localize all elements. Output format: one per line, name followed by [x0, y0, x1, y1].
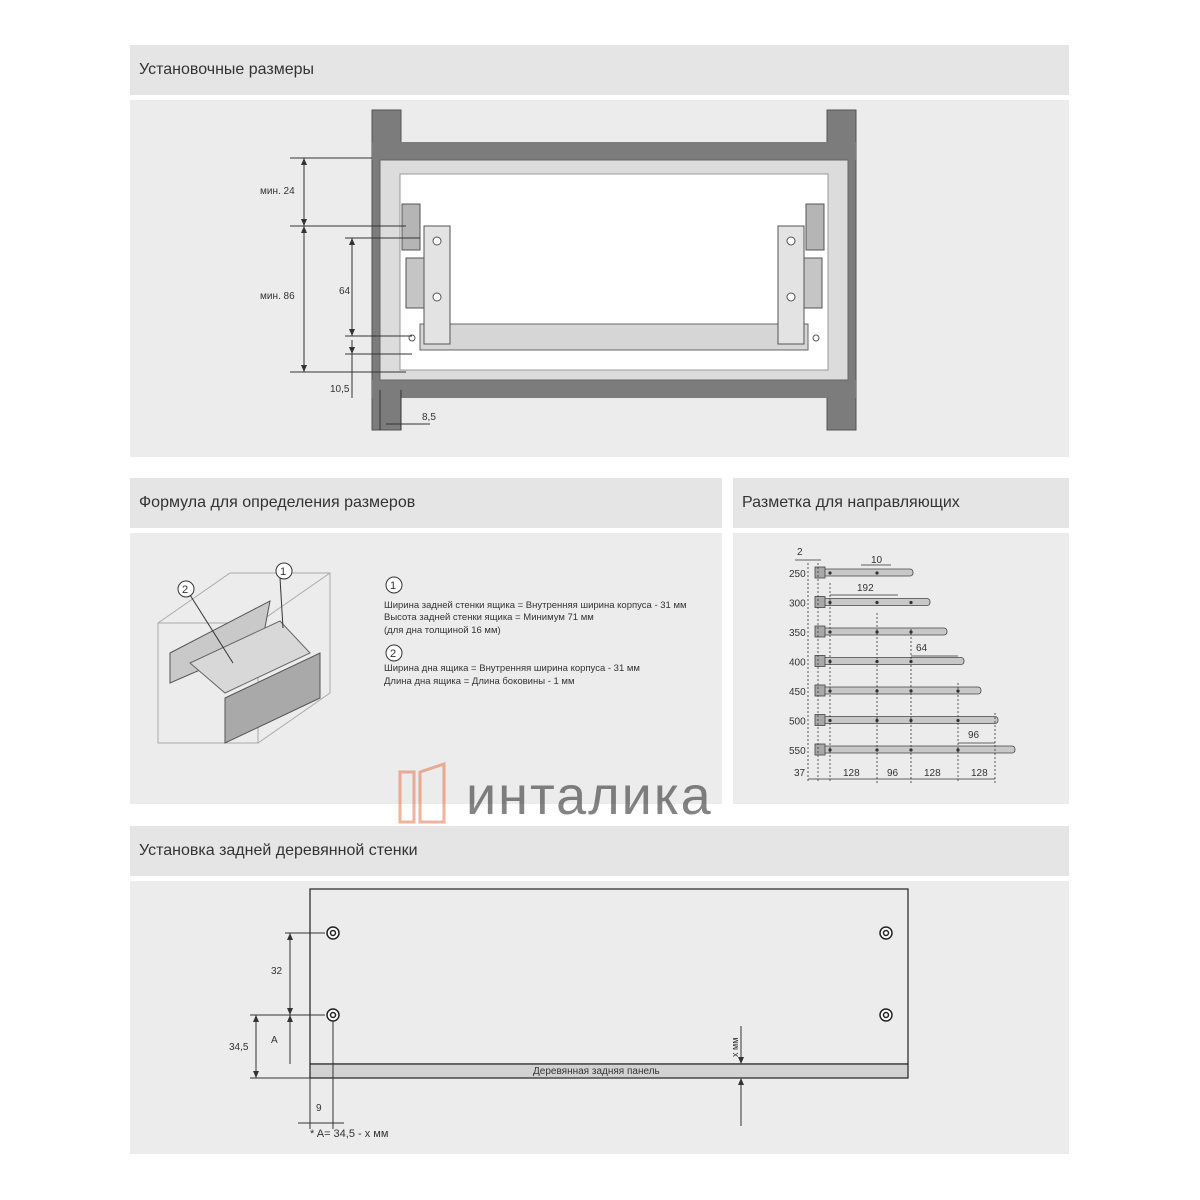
formula-marker-2-label: 2	[390, 648, 397, 660]
dim-9: 9	[316, 1103, 322, 1114]
intalika-logo-mark	[400, 764, 444, 822]
dim-min-86: мин. 86	[260, 291, 295, 302]
runner-row	[789, 744, 1015, 757]
runner-hole	[875, 601, 878, 604]
wooden-back-panel-label: Деревянная задняя панель	[533, 1066, 660, 1077]
dim-bottom-37: 37	[794, 768, 806, 779]
formula-line-5: Длина дна ящика = Длина боковины - 1 мм	[384, 676, 575, 687]
cabinet-top	[372, 142, 856, 160]
intalika-logo-text: инталика	[466, 766, 713, 826]
runner-hole	[875, 571, 878, 574]
formula-marker-1-label: 1	[390, 580, 397, 592]
runner-length-label: 500	[789, 716, 806, 728]
dim-34-5: 34,5	[229, 1042, 249, 1053]
dim-top-10: 10	[871, 555, 883, 566]
dim-64: 64	[339, 286, 351, 297]
runner-head	[815, 715, 825, 726]
runner-head	[815, 567, 825, 578]
runner-rows	[789, 567, 1015, 757]
section-title-mounting-dimensions	[130, 45, 1069, 95]
runner-bar	[818, 628, 947, 635]
formula-line-3: (для дна толщиной 16 мм)	[384, 625, 501, 636]
formula-line-2: Высота задней стенки ящика = Минимум 71 мм	[384, 612, 594, 623]
section-title-text: Разметка для направляющих	[742, 494, 960, 511]
dim-bottom-128-a: 128	[843, 768, 860, 779]
dim-64: 64	[916, 643, 928, 654]
marker-1-label: 1	[280, 566, 287, 578]
runner-head	[815, 744, 825, 755]
runner-row	[789, 567, 913, 580]
runner-bar	[818, 717, 998, 724]
runner-hole	[909, 601, 912, 604]
intalika-logo-watermark	[398, 762, 818, 826]
dim-bottom-96: 96	[887, 768, 899, 779]
marker-1-leader	[280, 578, 283, 628]
runner-bar	[818, 599, 930, 606]
formula-line-4: Ширина дна ящика = Внутренняя ширина корпуса - 31 мм	[384, 663, 640, 674]
dim-a: A	[271, 1035, 278, 1046]
runner-bar	[818, 569, 913, 576]
back-wall-diagram	[130, 881, 1069, 1154]
runner-bar	[818, 746, 1015, 753]
runner-length-label: 550	[789, 746, 806, 757]
footnote: * A= 34,5 - x мм	[310, 1128, 389, 1140]
section-title-text: Установка задней деревянной стенки	[139, 842, 418, 859]
runner-hole	[828, 571, 831, 574]
dim-bottom-128-c: 128	[971, 768, 988, 779]
drawer-front-rail	[420, 324, 808, 350]
dimension-arrows	[301, 158, 355, 372]
drawer-back-outline	[310, 889, 908, 1064]
runner-bar	[818, 658, 964, 665]
dim-bottom-128-b: 128	[924, 768, 941, 779]
section-title-text: Установочные размеры	[139, 61, 315, 78]
runner-row	[789, 597, 930, 610]
runner-head	[815, 685, 825, 696]
back-wall-panel	[130, 881, 1069, 1154]
runner-head	[815, 597, 825, 608]
runner-row	[789, 715, 998, 728]
dim-10-5: 10,5	[330, 384, 350, 395]
runner-row	[789, 656, 964, 669]
runner-length-label: 450	[789, 687, 806, 698]
section-title-runner-marking	[733, 478, 1069, 528]
dim-8-5: 8,5	[422, 412, 436, 423]
dim-32: 32	[271, 966, 283, 977]
formula-line-1: Ширина задней стенки ящика = Внутренняя ширина корпуса - 31 мм	[384, 600, 687, 611]
section-title-text: Формула для определения размеров	[139, 494, 416, 511]
section-title-size-formula	[130, 478, 722, 528]
dim-min-24: мин. 24	[260, 186, 295, 197]
dim-96: 96	[968, 730, 980, 741]
runner-row	[789, 626, 947, 639]
cabinet-bottom	[372, 380, 856, 398]
marker-2-label: 2	[182, 584, 189, 596]
runner-length-label: 300	[789, 598, 806, 610]
dim-top-2: 2	[797, 547, 803, 558]
runner-head	[815, 626, 825, 637]
mounting-dimensions-diagram	[130, 100, 1069, 457]
runner-length-label: 250	[789, 569, 806, 580]
section-title-back-wall-install	[130, 826, 1069, 876]
runner-length-label: 400	[789, 657, 806, 669]
mounting-dimensions-panel	[130, 100, 1069, 457]
runner-head	[815, 656, 825, 667]
runner-length-label: 350	[789, 628, 806, 639]
dim-192: 192	[857, 583, 874, 594]
dim-x: x мм	[730, 1037, 740, 1057]
